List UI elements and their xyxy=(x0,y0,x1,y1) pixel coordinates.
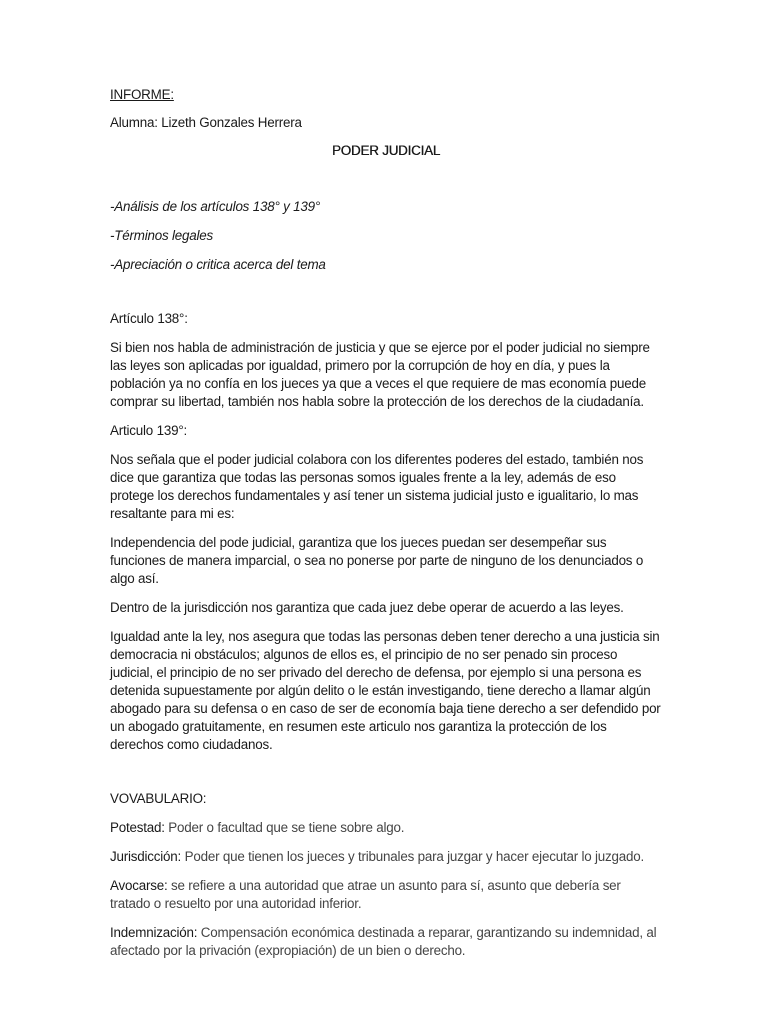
article-139-paragraph: Igualdad ante la ley, nos asegura que todas las personas deben tener derecho a una justicia sin democracia ni obstáculos; algunos de ellos es, el principio de no ser penado sin proceso judicial, el principio de no ser privado del derecho de defensa, por ejemplo si una persona es detenida supuestamente por algún delito o le están investigando, tiene derecho a llamar algún abogado para su defensa o en caso de ser de economía baja tiene derecho a ser defendido por un abogado gratuitamente, en resumen este articulo nos garantiza la protección de los derechos como ciudadanos. xyxy=(110,629,661,752)
article-138-heading: Artículo 138°: xyxy=(110,311,188,326)
document-title: PODER JUDICIAL xyxy=(331,143,441,158)
vocabulary-entry xyxy=(110,877,662,913)
vocabulary-term: Indemnización: xyxy=(110,925,198,940)
vocabulary-definition: Poder que tienen los jueces y tribunales para juzgar y hacer ejecutar lo juzgado. xyxy=(181,849,645,864)
vocabulary-term: Avocarse: xyxy=(110,878,168,893)
article-139-paragraph: Nos señala que el poder judicial colabora con los diferentes poderes del estado, también nos dice que garantiza que todas las personas somos iguales frente a la ley, además de eso protege los derechos fundamentales y así tener un sistema judicial justo e igualitario, lo mas resaltante para mi es: xyxy=(110,452,644,521)
vocabulary-heading: VOVABULARIO: xyxy=(110,791,207,806)
vocabulary-entry xyxy=(110,819,662,837)
article-139-paragraph: Dentro de la jurisdicción nos garantiza que cada juez debe operar de acuerdo a las leyes. xyxy=(110,600,624,615)
document-body xyxy=(110,86,662,971)
vocabulary-entry xyxy=(110,924,662,960)
topic-item: -Apreciación o critica acerca del tema xyxy=(110,257,326,272)
vocabulary-term: Potestad: xyxy=(110,820,165,835)
informe-label: INFORME: xyxy=(110,87,174,102)
article-138-text: Si bien nos habla de administración de justicia y que se ejerce por el poder judicial no siempre las leyes son aplicadas por igualdad, primero por la corrupción de hoy en día, y pues la población ya no confía en los jueces ya que a veces el que requiere de mas economía puede comprar su libertad, también nos habla sobre la protección de los derechos de la ciudadanía. xyxy=(110,340,650,409)
article-139-paragraph: Independencia del pode judicial, garantiza que los jueces puedan ser desempeñar sus funciones de manera imparcial, o sea no ponerse por parte de ninguno de los denunciados o algo así. xyxy=(110,535,644,586)
topic-item: -Términos legales xyxy=(110,228,214,243)
topic-item: -Análisis de los artículos 138° y 139° xyxy=(110,199,321,214)
vocabulary-definition: se refiere a una autoridad que atrae un asunto para sí, asunto que debería ser tratado o resuelto por una autoridad inferior. xyxy=(110,878,621,911)
vocabulary-definition: Poder o facultad que se tiene sobre algo. xyxy=(164,820,405,835)
vocabulary-term: Jurisdicción: xyxy=(110,849,182,864)
vocabulary-entry xyxy=(110,848,662,866)
student-name-line: Alumna: Lizeth Gonzales Herrera xyxy=(110,115,302,130)
vocabulary-definition: Compensación económica destinada a reparar, garantizando su indemnidad, al afectado por la privación (expropiación) de un bien o derecho. xyxy=(110,925,657,958)
article-139-heading: Articulo 139°: xyxy=(110,423,187,438)
